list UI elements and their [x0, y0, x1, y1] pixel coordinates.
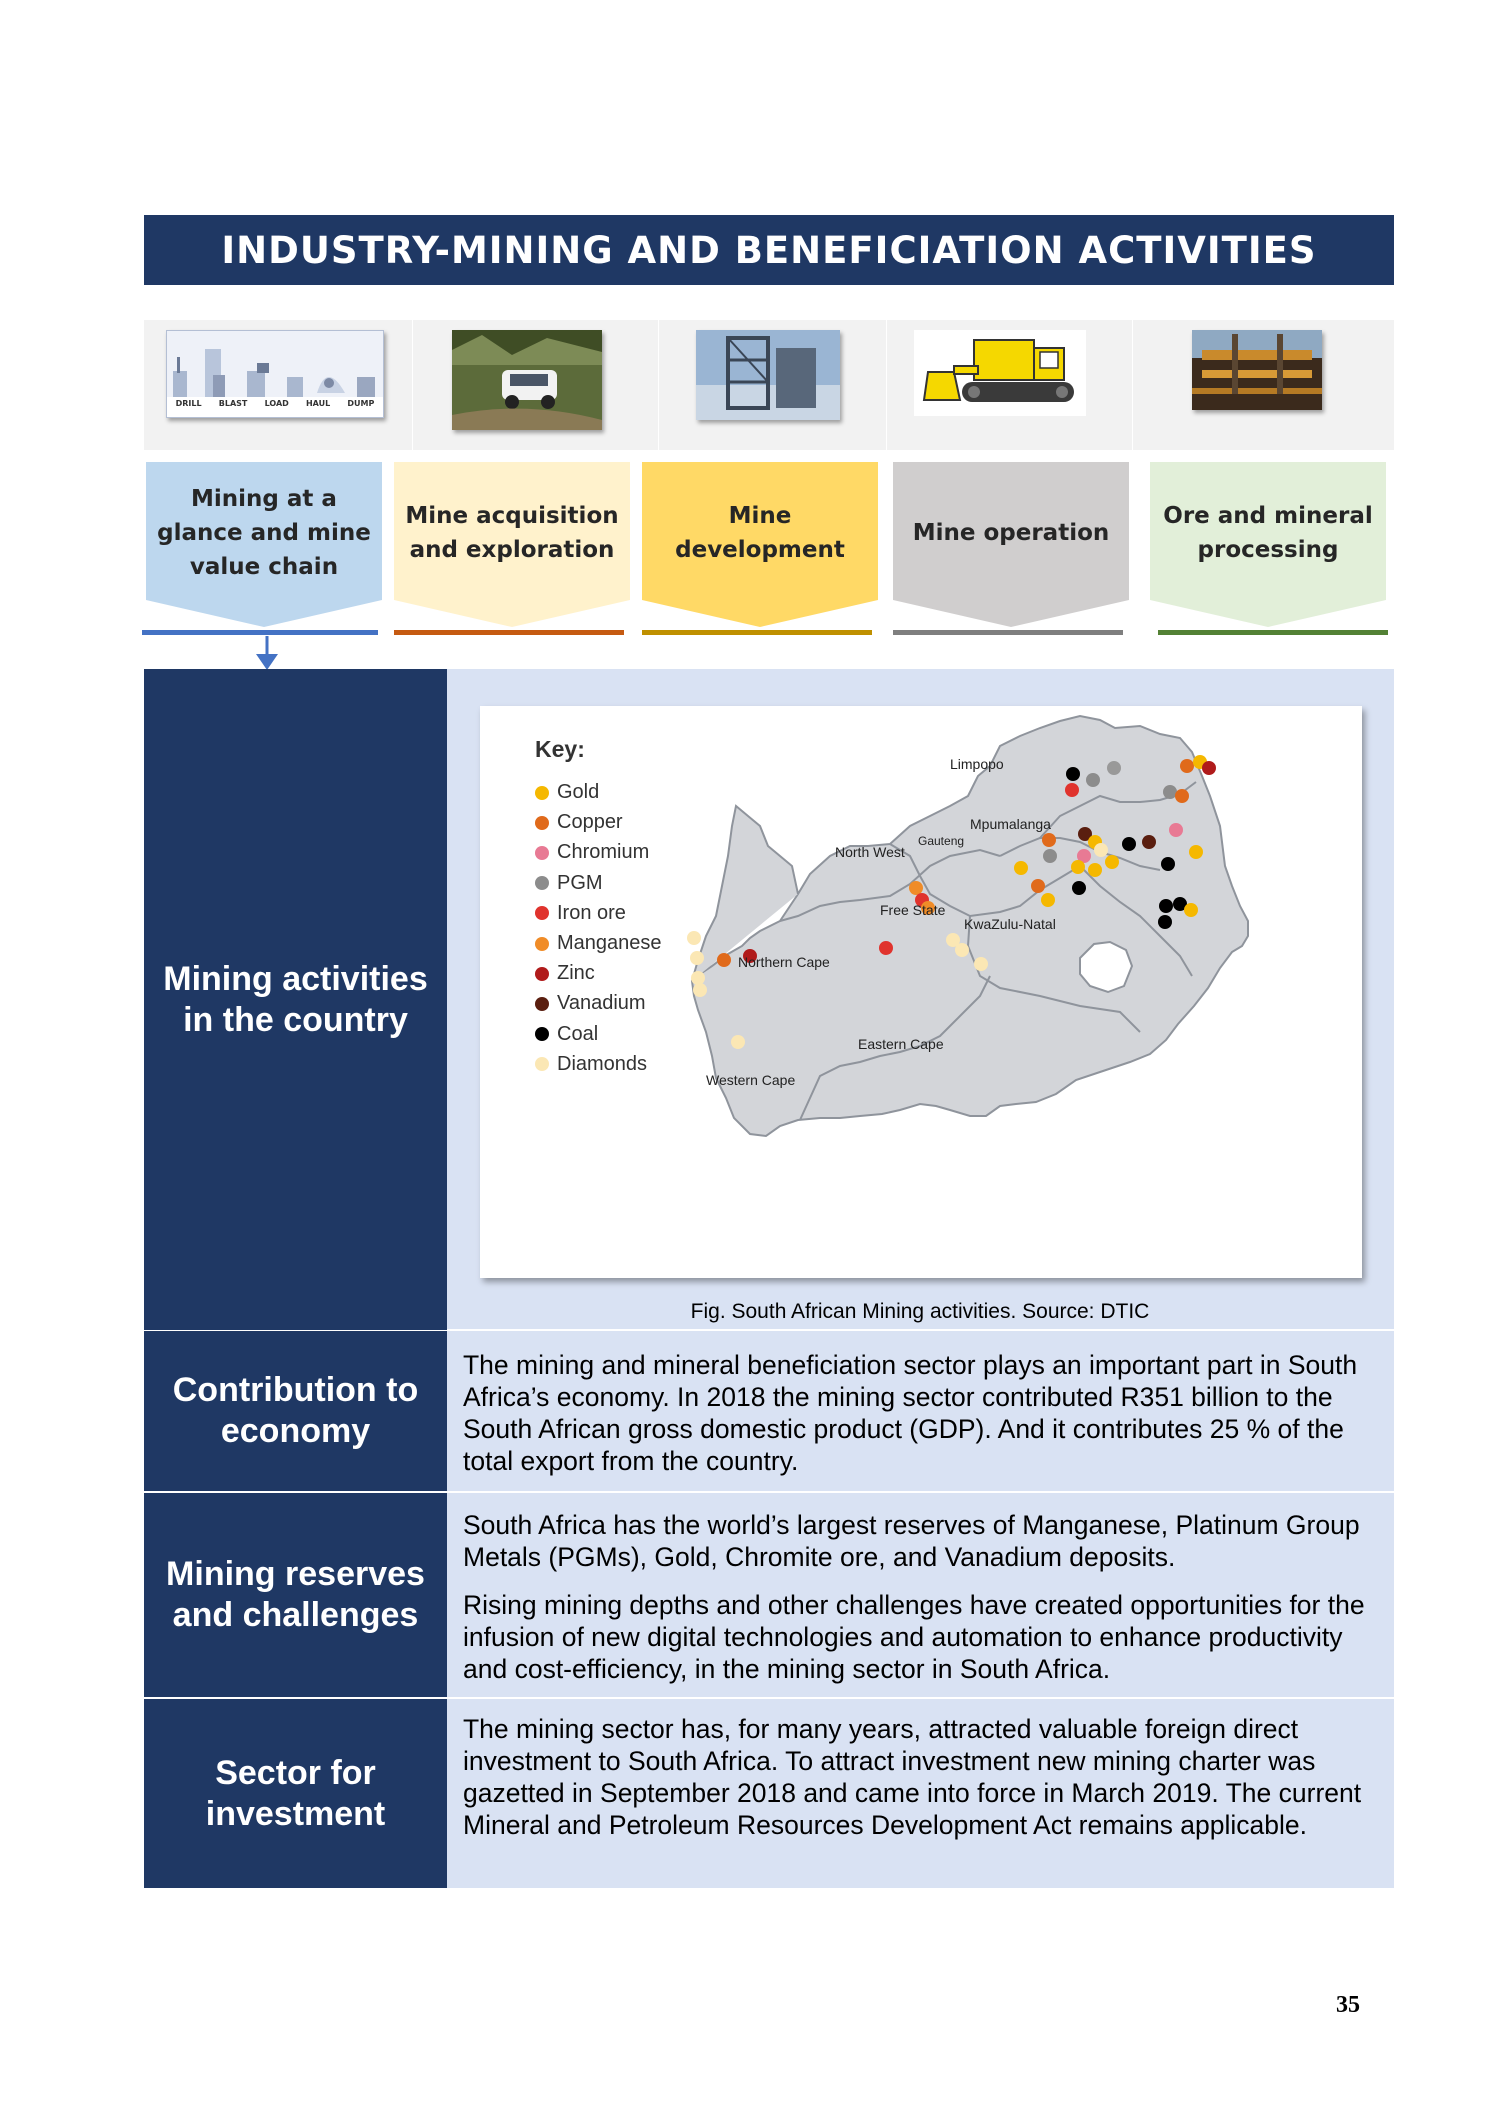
legend-label: Diamonds [557, 1052, 648, 1075]
stage-mine-development[interactable] [642, 462, 878, 627]
dump-label: DUMP [347, 399, 375, 408]
image-cell-exploration [412, 320, 659, 450]
province-mpumalanga: Mpumalanga [970, 816, 1051, 832]
heading-investment: Sector for investment [144, 1699, 447, 1888]
mining-site-dot [690, 951, 704, 965]
mining-site-dot [1105, 855, 1119, 869]
mining-site-dot [1031, 879, 1045, 893]
page-title: INDUSTRY-MINING AND BENEFICIATION ACTIVITIES [144, 215, 1394, 285]
mining-site-dot [1042, 833, 1056, 847]
mining-site-dot [1071, 860, 1085, 874]
province-limpopo: Limpopo [950, 756, 1004, 772]
heading-contribution: Contribution to economy [144, 1331, 447, 1491]
stage-underline-gray [893, 630, 1123, 635]
mining-site-dot [1065, 783, 1079, 797]
headframe-tower-photo [696, 330, 840, 420]
province-northern-cape: Northern Cape [738, 954, 830, 970]
province-gauteng: Gauteng [918, 834, 965, 848]
province-western-cape: Western Cape [706, 1072, 796, 1088]
bulldozer-image [914, 330, 1086, 416]
mining-site-dot [693, 983, 707, 997]
heading-mining-activities: Mining activities in the country [144, 669, 447, 1330]
stage-underline-blue [142, 630, 378, 635]
mining-site-dot [731, 1035, 745, 1049]
load-label: LOAD [264, 399, 289, 408]
mining-site-dot [717, 953, 731, 967]
mining-site-dot [1142, 835, 1156, 849]
stage-label: Mine operation [912, 520, 1110, 546]
legend-label: Coal [557, 1022, 599, 1045]
stage-underline-gold [642, 630, 872, 635]
heading-reserves: Mining reserves and challenges [144, 1493, 447, 1697]
mining-site-dot [1094, 843, 1108, 857]
bulldozer-icon [914, 330, 1086, 416]
processing-plant-icon [1192, 330, 1322, 410]
mining-site-dot [974, 957, 988, 971]
mining-site-dot [691, 971, 705, 985]
contribution-text: The mining and mineral beneficiation sector plays an important part in South Africa’s economy. In 2018 the mining sector contributed R351 billion to the South African gross domestic product (GDP). And it contributes 25 % of the total export from the country. [463, 1350, 1358, 1476]
province-kwazulu-natal: KwaZulu-Natal [964, 916, 1056, 932]
legend-label: Vanadium [557, 992, 646, 1015]
mining-site-dot [1043, 849, 1057, 863]
reserves-text-1: South Africa has the world’s largest reserves of Manganese, Platinum Group Metals (PGMs), Gold, Chromite ore, and Vanadium deposits. [463, 1510, 1360, 1572]
haul-label: HAUL [305, 399, 331, 408]
stage-ore-processing[interactable] [1150, 462, 1386, 627]
mining-site-dot [1202, 761, 1216, 775]
mining-site-dot [1159, 899, 1173, 913]
province-free-state: Free State [880, 902, 946, 918]
mining-site-dot [1169, 823, 1183, 837]
image-cell-development [658, 320, 887, 450]
page-number: 35 [1336, 1992, 1360, 2018]
mining-site-dot [1175, 789, 1189, 803]
investment-text: The mining sector has, for many years, attracted valuable foreign direct investment to South Africa. To attract investment new mining charter was gazetted in September 2018 and came into force in March 2019. The current Mineral and Petroleum Resources Development Act remains applicable. [463, 1714, 1362, 1840]
exploration-vehicle-photo [452, 330, 602, 430]
mining-site-dot [1122, 837, 1136, 851]
blast-label: BLAST [218, 399, 248, 408]
drill-label: DRILL [175, 399, 202, 408]
mining-map [480, 706, 1362, 1278]
stage-mine-operation[interactable] [893, 462, 1129, 627]
mining-site-dot [1184, 903, 1198, 917]
mining-site-dot [1158, 915, 1172, 929]
mining-site-dot [1163, 785, 1177, 799]
drill-blast-load-haul-dump-illustration [166, 330, 384, 418]
legend-label: Zinc [557, 962, 595, 985]
headframe-icon [696, 330, 840, 420]
mining-site-dot [1041, 893, 1055, 907]
mining-site-dot [1189, 845, 1203, 859]
stage-underline-orange [394, 630, 624, 635]
image-cell-operation [886, 320, 1133, 450]
image-cell-processing [1132, 320, 1394, 450]
legend-label: Chromium [557, 841, 650, 864]
mining-site-dot [1107, 761, 1121, 775]
legend-label: Gold [557, 781, 600, 803]
mining-site-dot [1180, 759, 1194, 773]
stage-label: Mine acquisition and exploration [405, 503, 619, 563]
province-eastern-cape: Eastern Cape [858, 1036, 944, 1052]
mining-site-dot [1066, 767, 1080, 781]
mining-site-dot [955, 943, 969, 957]
legend-label: PGM [557, 871, 603, 894]
mining-site-dot [687, 931, 701, 945]
stage-underline-green [1158, 630, 1388, 635]
image-cell-value-chain [144, 320, 413, 450]
mining-site-dot [879, 941, 893, 955]
mining-site-dot [1086, 773, 1100, 787]
map-caption: Fig. South African Mining activities. Source: DTIC [690, 1300, 1150, 1323]
mining-site-dot [1088, 863, 1102, 877]
investment-text-panel [447, 1699, 1394, 1888]
value-chain-image-strip [144, 320, 1394, 450]
reserves-text-panel [447, 1493, 1394, 1697]
stage-label: Ore and mineral processing [1163, 503, 1373, 563]
legend-label: Iron ore [557, 901, 626, 924]
map-key-title: Key: [535, 736, 585, 762]
mining-site-dot [1014, 861, 1028, 875]
reserves-text-2: Rising mining depths and other challenges have created opportunities for the infusion of new digital technologies and automation to enhance productivity and cost-efficiency, in the mining sector in South Africa. [463, 1590, 1365, 1684]
contribution-text-panel [447, 1331, 1394, 1491]
stage-mining-at-a-glance[interactable] [146, 462, 382, 627]
stage-label: Mining at a glance and mine value chain [157, 486, 371, 580]
mining-site-dot [1072, 881, 1086, 895]
mining-site-dot [1161, 857, 1175, 871]
legend-label: Manganese [557, 932, 662, 954]
mining-site-dot [909, 881, 923, 895]
legend-label: Copper [557, 811, 623, 834]
exploration-vehicle-icon [452, 330, 602, 430]
province-north-west: North West [835, 844, 905, 860]
south-africa-map-icon [480, 706, 1362, 1278]
processing-plant-photo [1192, 330, 1322, 410]
stage-mine-acquisition[interactable] [394, 462, 630, 627]
stage-label: Mine development [675, 503, 845, 563]
